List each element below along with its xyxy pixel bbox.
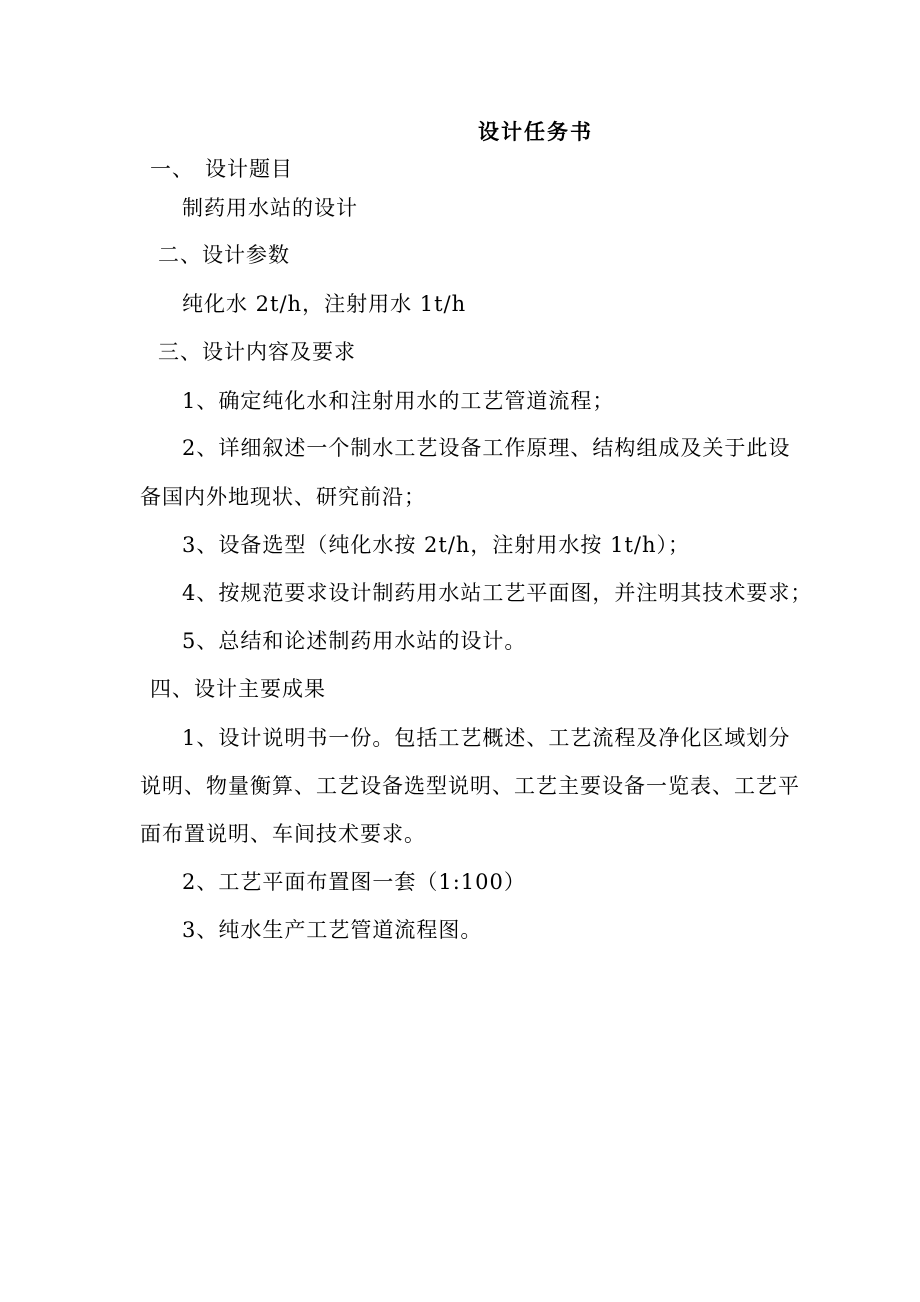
section-2-body: 纯化水 2t/h，注射用水 1t/h: [182, 292, 467, 316]
section-4-heading: 四、设计主要成果: [150, 677, 326, 701]
section-3-item-4: 4、按规范要求设计制药用水站工艺平面图，并注明其技术要求；: [182, 581, 813, 605]
section-3-heading: 三、设计内容及要求: [158, 340, 356, 364]
section-1-body: 制药用水站的设计: [182, 196, 358, 220]
section-3-item-2-line-1: 2、详细叙述一个制水工艺设备工作原理、结构组成及关于此设: [182, 436, 791, 460]
section-3-item-5: 5、总结和论述制药用水站的设计。: [182, 629, 527, 653]
section-3-item-2-line-2: 备国内外地现状、研究前沿；: [140, 485, 426, 509]
section-4-item-1-line-1: 1、设计说明书一份。包括工艺概述、工艺流程及净化区域划分: [182, 726, 791, 750]
section-4-item-1-line-2: 说明、物量衡算、工艺设备选型说明、工艺主要设备一览表、工艺平: [140, 774, 800, 798]
section-3-item-3: 3、设备选型（纯化水按 2t/h，注射用水按 1t/h）；: [182, 533, 691, 557]
section-4-item-3: 3、纯水生产工艺管道流程图。: [182, 918, 483, 942]
section-2-heading: 二、设计参数: [158, 243, 290, 267]
section-1-heading-number: 一、: [150, 157, 194, 181]
section-4-item-1-line-3: 面布置说明、车间技术要求。: [140, 822, 426, 846]
section-4-item-2: 2、工艺平面布置图一套（1:100）: [182, 870, 526, 894]
section-1-heading: 设计题目: [205, 157, 293, 181]
document-title: 设计任务书: [478, 119, 593, 144]
section-3-item-1: 1、确定纯化水和注射用水的工艺管道流程；: [182, 389, 615, 413]
